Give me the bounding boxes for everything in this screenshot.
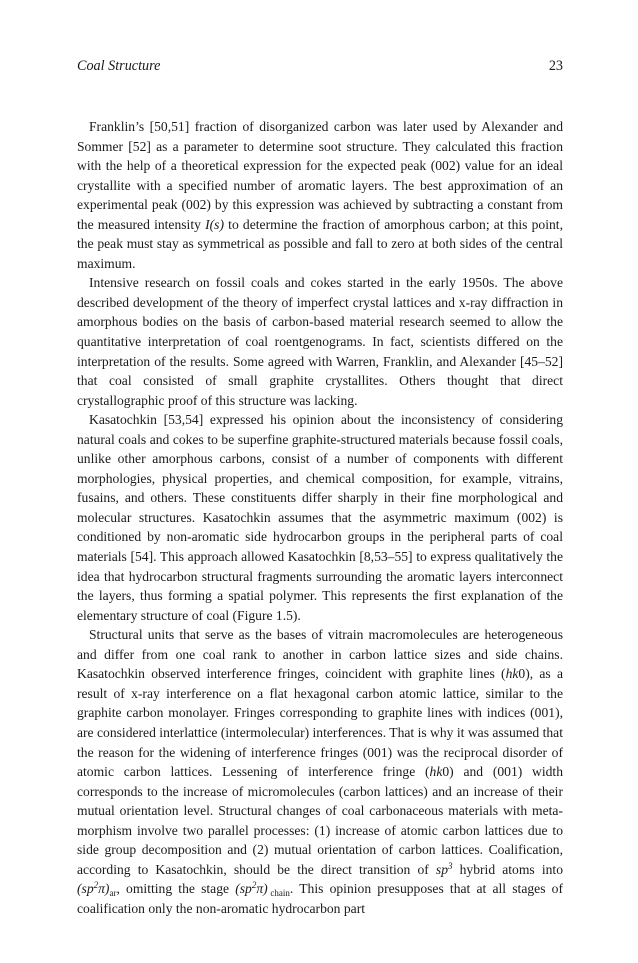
running-head bbox=[77, 56, 563, 76]
paragraph-4: Structural units that serve as the bases of vitrain macromolecules are heterogeneous and differ from one coal rank to another in carbon lattice sizes and side chains. Kasatochkin observed interference fringes, coincident with graphite lines (hk0), as a result of x-ray interference on a flat hexagonal carbon atomic lattice, similar to the graphite carbon monolayer. Fringes corresponding to graphite lines with indices (001), are considered interlattice (intermolecular) interferences. That is why it was assumed that the reason for the widening of interference fringes (001) was the reciprocal disorder of atomic carbon lattices. Lessening of interference fringe (hk0) and (001) width corresponds to the increase of micromolecules (carbon lattices) and an increase of their mutual orientation level. Structural changes of coal carbonaceous materials with metamorphism involve two parallel processes: (1) increase of atomic carbon lattices due to side group decomposition and (2) mutual orientation of carbon lattices. Coalification, according to Kasatochkin, should be the direct transition of $sp^3$ hybrid atoms into $(sp^2\pi)_{ar}$, omitting the stage $(sp^2\pi)$ $_{chain}$. This opinion presupposes that at all stages of coalification only the non-aromatic hydrocarbon part bbox=[77, 627, 563, 916]
sp3-term: $sp^3$ bbox=[435, 860, 453, 877]
paragraph-1: Franklin’s [50,51] fraction of disorganized carbon was later used by Alexander and Sommer [52] as a parameter to determine soot structure. They calculated this fraction with the help of a theoretical expression for the expected peak (002) value for an ideal crystallite with a specified number of aromatic layers. The best approximation of an experimental peak (002) by this expression was achieved by subtracting a constant from the measured intensity I(s) to determine the fraction of amorphous carbon; at this point, the peak must stay as symmetrical as possible and fall to zero at both sides of the central maximum. bbox=[77, 119, 563, 271]
sp2-ar-term: $(sp^2\pi)$ bbox=[77, 880, 110, 897]
page-number: 23 bbox=[548, 58, 563, 74]
paragraph-2: Intensive research on fossil coals and cokes started in the early 1950s. The above described development of the theory of imperfect crystal lattices and x-ray diffraction in amorphous bodies on the basis of carbon-based material research seemed to allow the quantitative interpretation of coal roentgenograms. In fact, scientists differed on the interpretation of the results. Some agreed with Warren, Franklin, and Alexander [45–52] that coal consisted of small graphite crystallites. Others thought that direct crystallographic proof of this structure was lacking. bbox=[77, 275, 563, 408]
running-head-title: Coal Structure bbox=[77, 58, 161, 74]
body-text bbox=[77, 117, 563, 918]
sp2-chain-term: $(sp^2\pi)$ bbox=[235, 880, 268, 897]
paragraph-3: Kasatochkin [53,54] expressed his opinion about the inconsistency of considering natural coals and cokes to be superfine graphite-structured materials because fossil coals, unlike other amorphous carbons, consist of a number of components with different morphologies, physical properties, and chemical composition, for example, vitrains, fusains, and others. These constituents differ sharply in their fine morphological and molecular structures. Kasatochkin assumes that the asymmetric maximum (002) is conditioned by non-aromatic side hydrocarbon groups in the peripheral parts of coal materials [54]. This approach allowed Kasatochkin [8,53–55] to express qualitatively the idea that hydrocarbon structural fragments surrounding the aromatic layers interconnect the layers, thus forming a spatial polymer. This represents the first explanation of the elementary structure of coal (Figure 1.5). bbox=[77, 412, 563, 623]
intensity-symbol: I(s) bbox=[205, 216, 224, 232]
